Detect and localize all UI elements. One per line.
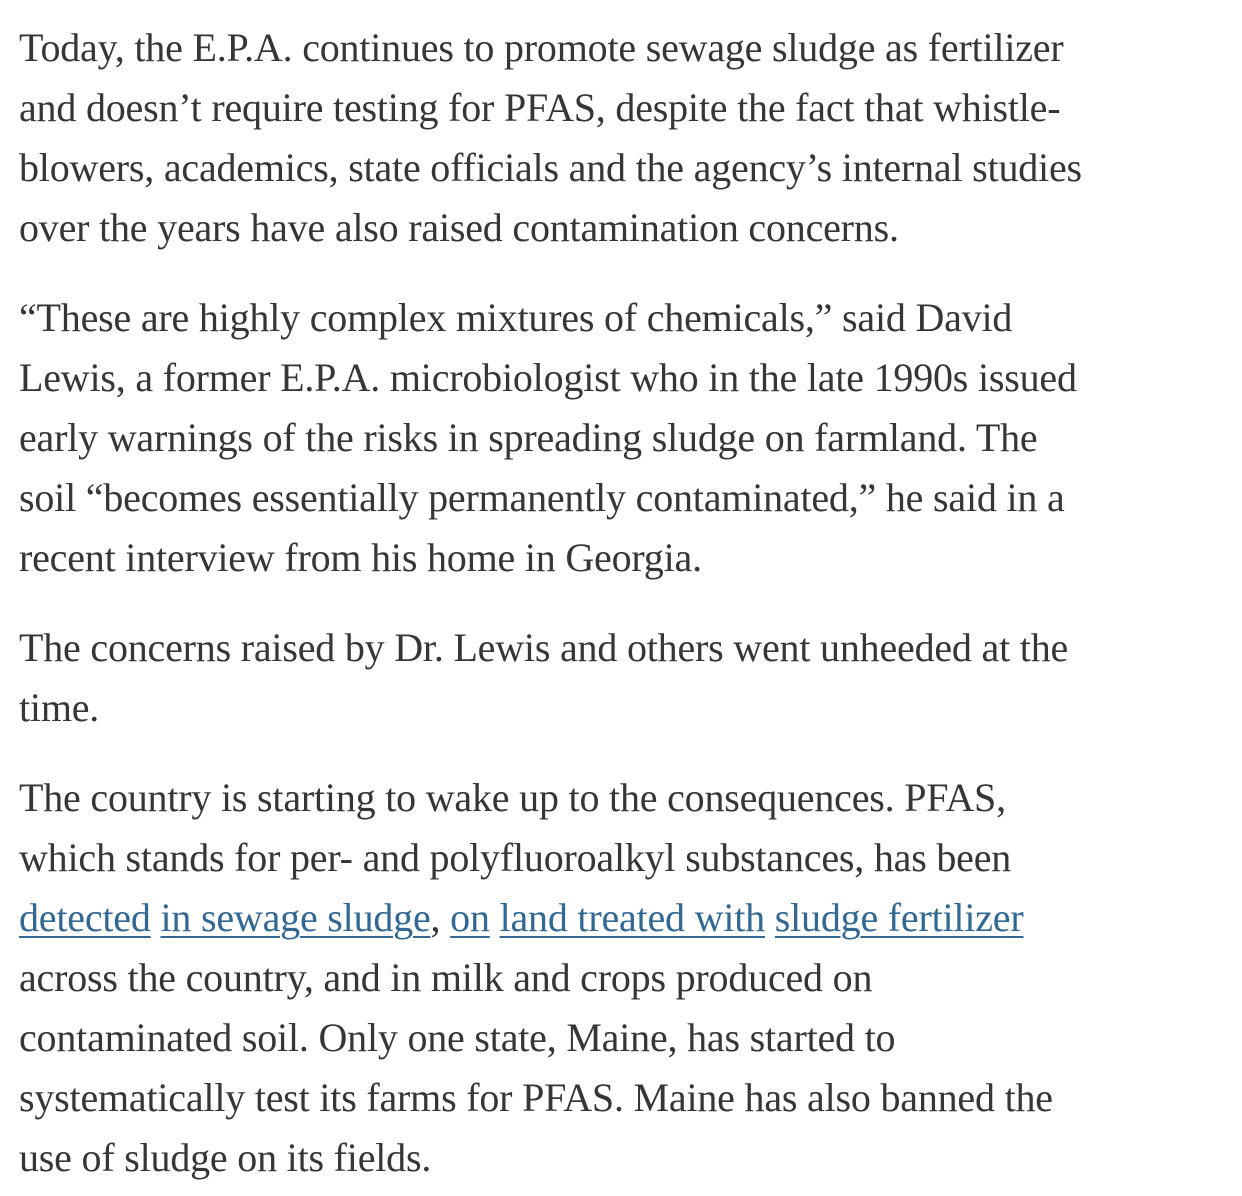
paragraph-country-wakes-up (19, 768, 1234, 1188)
text-line: recent interview from his home in Georgia. (19, 535, 702, 580)
text-line: which stands for per- and polyfluoroalkyl substances, has been (19, 835, 1012, 880)
link-land-treated-with[interactable]: land treated with (499, 895, 765, 940)
text-line: early warnings of the risks in spreading sludge on farmland. The (19, 415, 1038, 460)
paragraph-epa-promotes-sludge (19, 18, 1234, 258)
link-line (19, 888, 1234, 948)
paragraph-david-lewis-quote (19, 288, 1234, 588)
paragraph-concerns-unheeded (19, 618, 1234, 738)
text-line: Lewis, a former E.P.A. microbiologist who in the late 1990s issued (19, 355, 1077, 400)
text-line: over the years have also raised contamination concerns. (19, 205, 899, 250)
text-line: contaminated soil. Only one state, Maine, has started to (19, 1015, 896, 1060)
link-separator: , (430, 895, 451, 940)
text-line: soil “becomes essentially permanently contaminated,” he said in a (19, 475, 1065, 520)
text-line: The country is starting to wake up to the consequences. PFAS, (19, 775, 1006, 820)
link-detected[interactable]: detected (19, 895, 151, 940)
link-sludge-fertilizer[interactable]: sludge fertilizer (774, 895, 1024, 940)
text-line: across the country, and in milk and crops produced on (19, 955, 873, 1000)
text-line: Today, the E.P.A. continues to promote sewage sludge as fertilizer (19, 25, 1064, 70)
text-line: “These are highly complex mixtures of chemicals,” said David (19, 295, 1013, 340)
text-line: blowers, academics, state officials and the agency’s internal studies (19, 145, 1082, 190)
link-in-sewage-sludge[interactable]: in sewage sludge (160, 895, 431, 940)
text-line: systematically test its farms for PFAS. Maine has also banned the (19, 1075, 1053, 1120)
text-line: The concerns raised by Dr. Lewis and others went unheeded at the (19, 625, 1069, 670)
link-on[interactable]: on (450, 895, 490, 940)
text-line: use of sludge on its fields. (19, 1135, 432, 1180)
text-line: time. (19, 685, 100, 730)
text-line: and doesn’t require testing for PFAS, despite the fact that whistle- (19, 85, 1061, 130)
